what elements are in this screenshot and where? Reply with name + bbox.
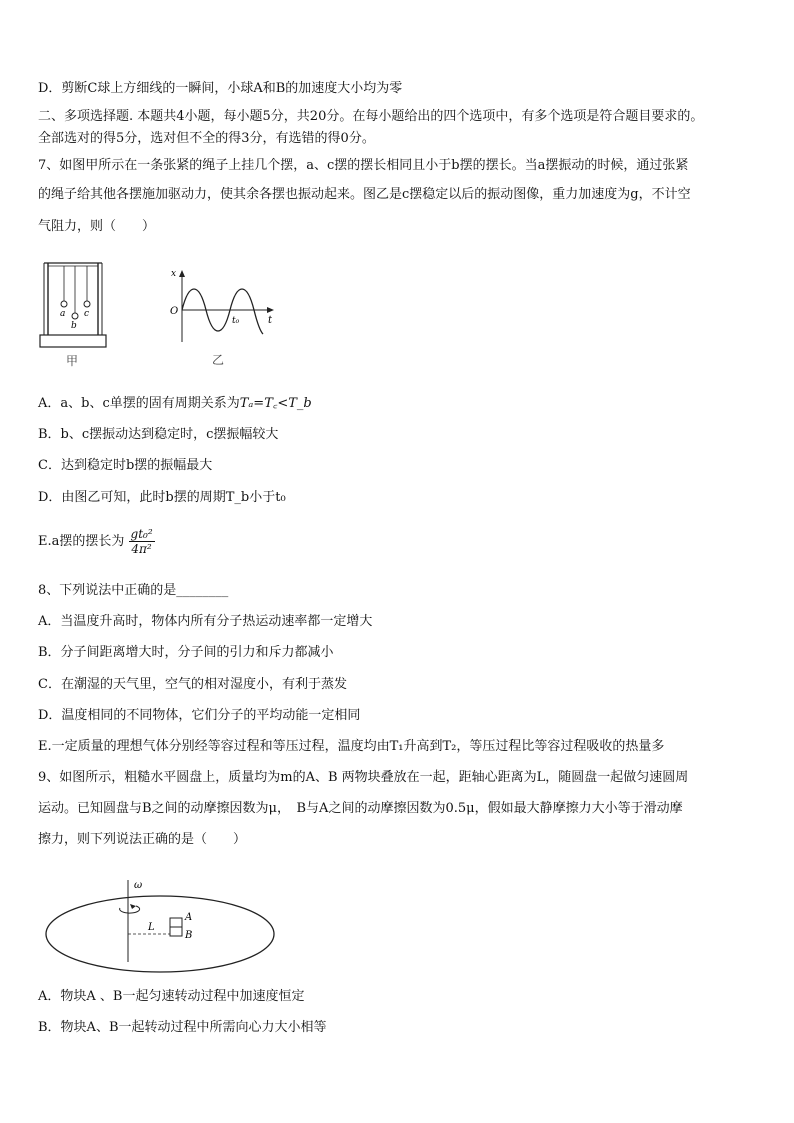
q9-stem-line1: 9、如图所示，粗糙水平圆盘上，质量均为m的A、B 两物块叠放在一起，距轴心距离为L，随圆盘一起做匀速圆周 [38, 770, 689, 785]
q7-option-e-fraction [129, 527, 155, 556]
section2-heading-line2: 全部选对的得5分，选对但不全的得3分，有选错的得0分。 [38, 131, 375, 146]
block-A-label: A [185, 912, 193, 923]
block-B-label: B [185, 930, 193, 941]
q7-option-c: C．达到稳定时b摆的振幅最大 [38, 458, 213, 473]
q7-option-b: B．b、c摆振动达到稳定时，c摆振幅较大 [38, 427, 279, 442]
fig-jia-caption: 甲 [66, 354, 79, 368]
q7-option-e [38, 527, 155, 557]
q9-stem-line3: 擦力，则下列说法正确的是（ ） [38, 832, 247, 847]
ball-a-label: a [60, 309, 66, 319]
q7-stem-line1: 7、如图甲所示在一条张紧的绳子上挂几个摆，a、c摆的摆长相同且小于b摆的摆长。当a摆振动的时候，通过张紧 [38, 158, 689, 173]
q7-stem-line3: 气阻力，则（ ） [38, 219, 156, 234]
fraction-denominator: 4π² [131, 542, 152, 556]
origin-label: O [170, 306, 179, 317]
q8-option-a: A．当温度升高时，物体内所有分子热运动速率都一定增大 [38, 614, 373, 629]
L-label: L [148, 922, 155, 933]
q8-option-b: B．分子间距离增大时，分子间的引力和斥力都减小 [38, 645, 334, 660]
q8-option-c: C．在潮湿的天气里，空气的相对湿度小，有利于蒸发 [38, 677, 347, 692]
section2-heading-line1: 二、多项选择题. 本题共4小题，每小题5分，共20分。在每小题给出的四个选项中，有多个选项是符合题目要求的。 [38, 109, 704, 124]
q6-option-d: D．剪断C球上方细线的一瞬间，小球A和B的加速度大小均为零 [38, 81, 403, 96]
axis-t-label: t [268, 315, 273, 326]
q9-disc-figure [40, 876, 280, 976]
q7-figure-jia [38, 255, 118, 370]
q8-option-e: E.一定质量的理想气体分别经等容过程和等压过程，温度均由T₁升高到T₂，等压过程比等容过程吸收的热量多 [38, 739, 665, 754]
q7-option-d: D．由图乙可知，此时b摆的周期T_b小于t₀ [38, 490, 286, 505]
q9-stem-line2: 运动。已知圆盘与B之间的动摩擦因数为μ， B与A之间的动摩擦因数为0.5μ，假如最大静摩擦力大小等于滑动摩 [38, 801, 683, 816]
q8-option-d: D．温度相同的不同物体，它们分子的平均动能一定相同 [38, 708, 361, 723]
q7-option-e-text: E.a摆的摆长为 [38, 534, 125, 549]
q7-stem-line2: 的绳子给其他各摆施加驱动力，使其余各摆也振动起来。图乙是c摆稳定以后的振动图像，重力加速度为g，不计空 [38, 187, 691, 202]
q8-stem: 8、下列说法中正确的是________ [38, 583, 229, 598]
q9-option-a: A．物块A 、B一起匀速转动过程中加速度恒定 [38, 989, 305, 1004]
t0-label: t₀ [232, 316, 240, 326]
fig-yi-caption: 乙 [212, 353, 225, 367]
q7-figure-yi [162, 268, 282, 368]
fraction-numerator: gt₀² [130, 527, 153, 541]
q7-option-a-formula: Tₐ=T꜀<T_b [239, 396, 312, 411]
q9-option-b: B．物块A、B一起转动过程中所需向心力大小相等 [38, 1020, 327, 1035]
q7-option-a [38, 395, 312, 413]
q7-option-a-text: A．a、b、c单摆的固有周期关系为 [38, 396, 240, 411]
ball-b-label: b [71, 321, 77, 331]
omega-label: ω [134, 880, 143, 891]
axis-x-label: x [171, 269, 177, 279]
ball-c-label: c [84, 309, 90, 319]
